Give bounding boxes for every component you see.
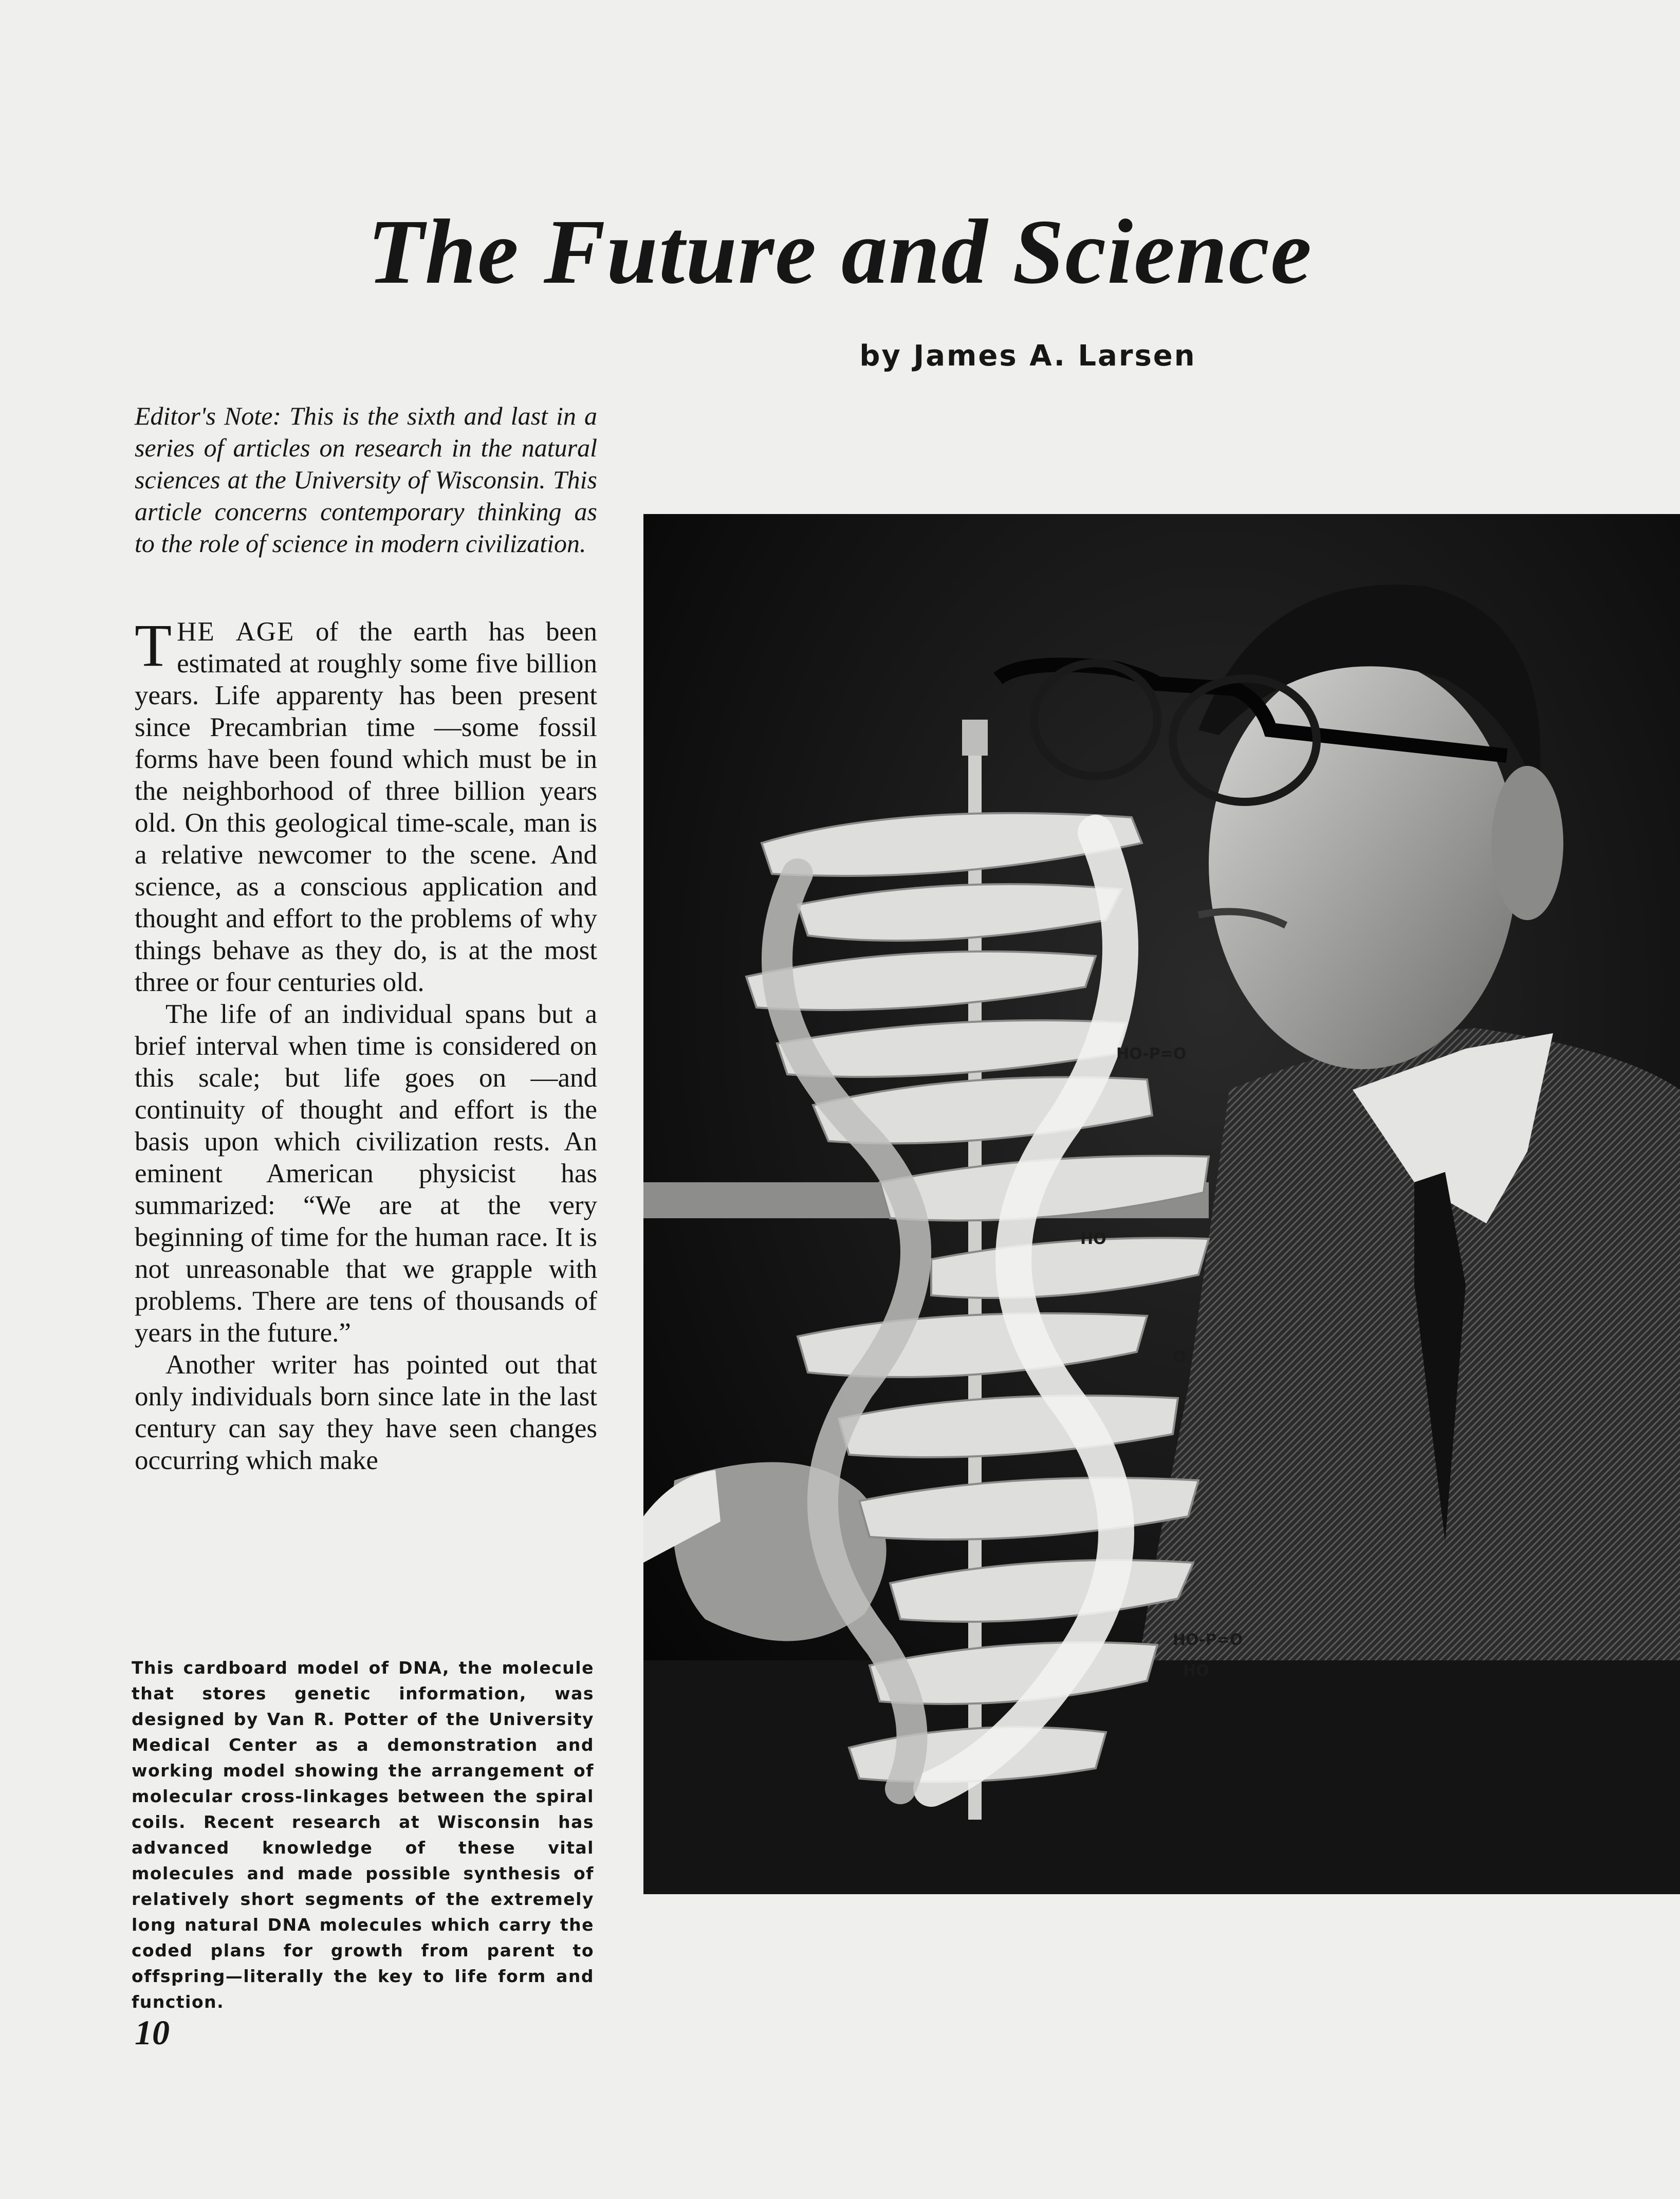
photo-caption: This cardboard model of DNA, the molecule that stores genetic information, was designed by Van R. Potter of the University Medical Center as a demonstration and working model showing the arrangement of molecular cross-linkages between the spiral coils. Recent research at Wisconsin has advanced knowledge of these vital molecules and made possible synthesis of relatively short segments of the extremely long natural DNA molecules which carry the coded plans for growth from parent to offspring—literally the key to life form and function. <box>132 1658 594 2012</box>
lead-in: HE AGE <box>177 617 295 647</box>
paragraph-3: Another writer has pointed out that only individuals born since late in the last century can say they have seen changes occurring which make <box>135 1350 597 1475</box>
editors-note: Editor's Note: This is the sixth and last in a series of articles on research in the natural sciences at the University of Wisconsin. This article concerns contemporary thinking as to the role of science in modern civilization. <box>135 401 597 558</box>
text-column <box>135 400 597 1476</box>
dna-model-illustration <box>643 514 1680 1894</box>
page-number: 10 <box>135 2013 170 2052</box>
article-title: The Future and Science <box>367 200 1313 303</box>
man-head <box>1209 658 1517 1069</box>
dna-model-photo <box>643 514 1680 1894</box>
paragraph-1-text: of the earth has been estimated at roughly some five billion years. Life apparenty has been present since Precambrian time —some fossil forms have been found which must be in the neighborhood of three billion years old. On this geological time-scale, man is a relative newcomer to the scene. And science, as a conscious application and thought and effort to the problems of why things behave as they do, is at the most three or four centuries old. <box>135 617 597 997</box>
model-label: HO <box>1183 1662 1209 1680</box>
dna-rod-cap <box>962 720 988 756</box>
article-byline: by James A. Larsen <box>859 339 1196 373</box>
drop-cap: T <box>135 612 172 679</box>
paragraph-2: The life of an individual spans but a brief interval when time is considered on this scale; but life goes on —and continuity of thought and effort is the basis upon which civilization rests. An eminent American physicist has summarized: “We are at the very beginning of time for the human race. It is not unreasonable that we grapple with problems. There are tens of thousands of years in the future.” <box>135 999 597 1348</box>
model-label: O <box>1173 1348 1186 1366</box>
article-body <box>135 612 597 1476</box>
paragraph-1 <box>135 612 597 998</box>
model-label: HO <box>1080 1230 1106 1248</box>
model-label: HO-P=O <box>1173 1631 1243 1649</box>
table-surface <box>643 1660 1680 1894</box>
model-label: HO-P=O <box>1116 1045 1187 1063</box>
ear <box>1491 766 1563 920</box>
